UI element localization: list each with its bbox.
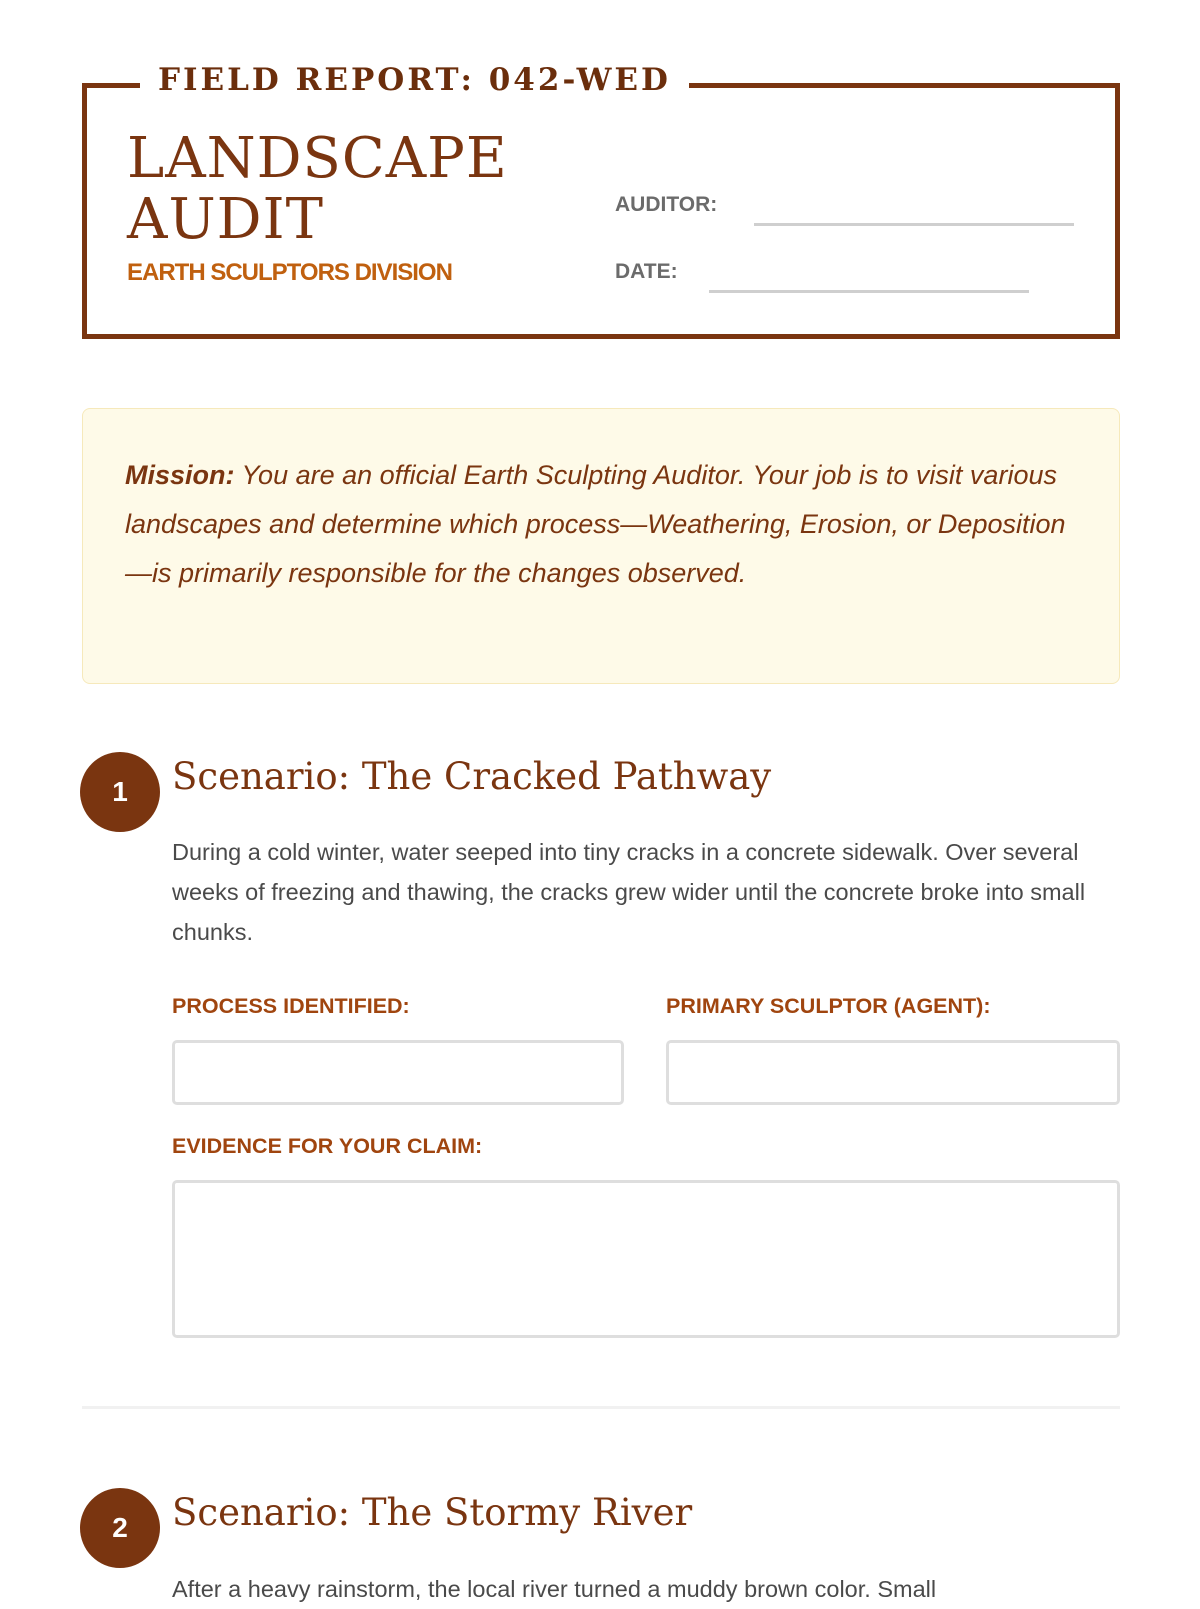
report-id: FIELD REPORT: 042-WED [140,62,689,98]
process-label: PROCESS IDENTIFIED: [172,994,410,1018]
date-field[interactable] [709,290,1029,293]
scenario-number-badge: 2 [80,1488,160,1568]
scenario-description: After a heavy rainstorm, the local river turned a muddy brown color. Small [172,1576,937,1602]
title-line-1: LANDSCAPE [127,126,508,191]
title-line-2: AUDIT [127,187,325,252]
evidence-label: EVIDENCE FOR YOUR CLAIM: [172,1134,483,1158]
mission-text: You are an official Earth Sculpting Auditor. Your job is to visit various landscapes and determine which process—Weathering, Erosion, or Deposition—is primarily responsible for the changes observed. [125,460,1066,588]
auditor-field[interactable] [754,223,1074,226]
scenario-title: Scenario: The Cracked Pathway [172,755,772,798]
page-title [127,128,508,250]
mission-label: Mission: [125,460,235,490]
section-divider [82,1406,1120,1409]
auditor-label: AUDITOR: [615,193,718,216]
division-subtitle: EARTH SCULPTORS DIVISION [127,259,452,286]
process-input[interactable] [172,1040,624,1105]
scenario-description: During a cold winter, water seeped into tiny cracks in a concrete sidewalk. Over several weeks of freezing and thawing, the cracks grew wider until the concrete broke into small chunks. [172,839,1086,945]
agent-label: PRIMARY SCULPTOR (AGENT): [666,994,991,1018]
scenario-title: Scenario: The Stormy River [172,1491,693,1534]
agent-input[interactable] [666,1040,1120,1105]
scenario-number-badge: 1 [80,752,160,832]
date-label: DATE: [615,260,678,283]
evidence-textarea[interactable] [172,1180,1120,1338]
mission-box [82,408,1120,684]
